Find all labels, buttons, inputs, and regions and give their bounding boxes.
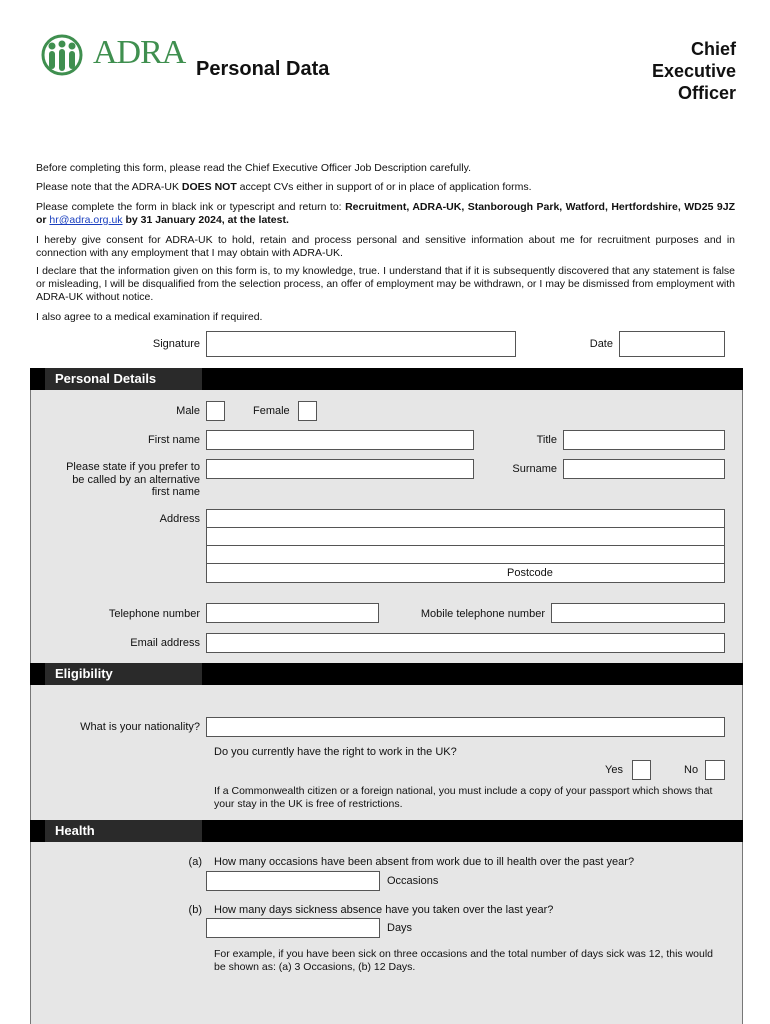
first-name-label: First name (148, 434, 200, 446)
postcode-label: Postcode (507, 567, 553, 579)
intro-p6: I also agree to a medical examination if required. (36, 311, 263, 323)
preferred-name-field[interactable] (206, 459, 474, 479)
health-b-marker: (b) (188, 904, 202, 916)
title-field[interactable] (563, 430, 725, 450)
mobile-label: Mobile telephone number (420, 608, 545, 620)
passport-note: If a Commonwealth citizen or a foreign national, you must include a copy of your passport which shows that your stay in the UK is free of restrictions. (214, 785, 713, 810)
intro-p5: I declare that the information given on this form is, to my knowledge, true. I understand that if it is subsequently discovered that any statement is false or misleading, I will be disqualified from the selection process, an offer of employment may be withdrawn, or I may be dismissed from employment with ADRA-UK without notice. (36, 265, 735, 303)
signature-label: Signature (152, 338, 200, 350)
female-label: Female (253, 405, 290, 417)
intro-p2: Please note that the ADRA-UK DOES NOT accept CVs either in support of or in place of application forms. (36, 181, 532, 193)
first-name-field[interactable] (206, 430, 474, 450)
telephone-field[interactable] (206, 603, 379, 623)
days-field[interactable] (206, 918, 380, 938)
occasions-field[interactable] (206, 871, 380, 891)
adra-people-logo-icon (35, 34, 89, 76)
nationality-field[interactable] (206, 717, 725, 737)
health-section-title: Health (45, 820, 202, 842)
yes-checkbox[interactable] (632, 760, 651, 780)
date-field[interactable] (619, 331, 725, 357)
nationality-label: What is your nationality? (80, 721, 200, 733)
personal-section-title: Personal Details (45, 368, 202, 390)
preferred-name-label: Please state if you prefer to be called by an alternative first name (66, 461, 200, 498)
eligibility-section-title: Eligibility (45, 663, 202, 685)
intro-p1: Before completing this form, please read the Chief Executive Officer Job Description carefully. (36, 162, 471, 174)
telephone-label: Telephone number (108, 608, 200, 620)
female-checkbox[interactable] (298, 401, 317, 421)
date-label: Date (589, 338, 613, 350)
address-label: Address (159, 513, 200, 525)
address-line-4[interactable] (206, 563, 725, 583)
mobile-field[interactable] (551, 603, 725, 623)
health-b-question: How many days sickness absence have you taken over the last year? (214, 904, 554, 916)
surname-label: Surname (512, 463, 557, 475)
intro-p4: I hereby give consent for ADRA-UK to hold, retain and process personal and sensitive information about me for recruitment purposes and in connection with any employment that I may obtain with ADRA-UK. (36, 234, 735, 259)
male-checkbox[interactable] (206, 401, 225, 421)
email-link[interactable]: hr@adra.org.uk (49, 214, 123, 226)
yes-label: Yes (605, 764, 623, 776)
sickness-example: For example, if you have been sick on three occasions and the total number of days sick was 12, this would be shown as: (a) 3 Occasions, (b) 12 Days. (214, 948, 714, 973)
health-a-question: How many occasions have been absent from work due to ill health over the past year? (214, 856, 635, 868)
adra-logo (35, 34, 185, 76)
logo-text: ADRA (93, 34, 186, 71)
intro-p3: Please complete the form in black ink or typescript and return to: Recruitment, ADRA-UK, Stanborough Park, Watford, Hertfordshire, WD25 9JZ or hr@adra.org.uk by 31 January 2024, at the latest. (36, 201, 736, 226)
surname-field[interactable] (563, 459, 725, 479)
signature-field[interactable] (206, 331, 516, 357)
page-title: Personal Data (196, 58, 330, 80)
email-field[interactable] (206, 633, 725, 653)
health-a-marker: (a) (188, 856, 202, 868)
occasions-label: Occasions (387, 875, 439, 887)
address-line-2[interactable] (206, 527, 725, 546)
title-label: Title (536, 434, 557, 446)
address-line-1[interactable] (206, 509, 725, 528)
no-checkbox[interactable] (705, 760, 725, 780)
days-label: Days (387, 922, 413, 934)
no-label: No (684, 764, 699, 776)
male-label: Male (176, 405, 200, 417)
email-label: Email address (130, 637, 200, 649)
address-line-3[interactable] (206, 545, 725, 564)
role-title: Chief Executive Officer (651, 39, 736, 103)
right-to-work-question: Do you currently have the right to work in the UK? (214, 746, 457, 758)
